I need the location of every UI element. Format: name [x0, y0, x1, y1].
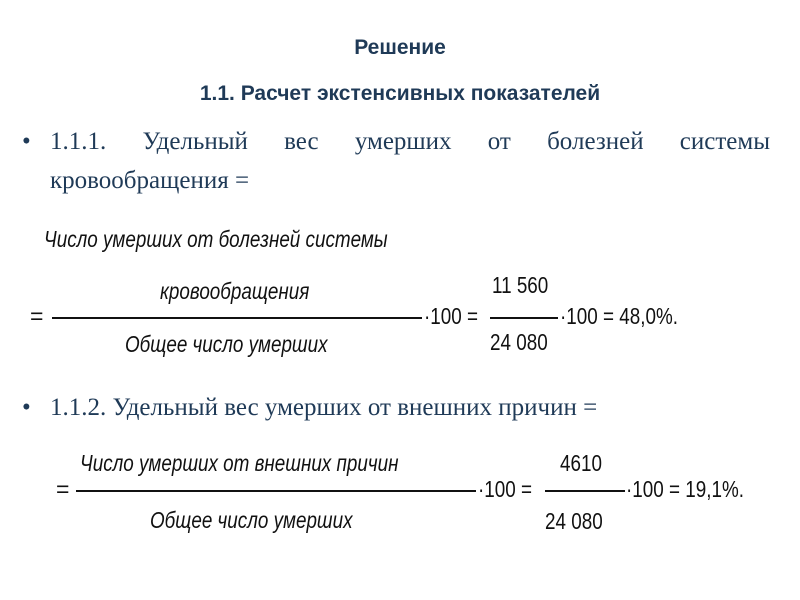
slide-subheading: 1.1. Расчет экстенсивных показателей [199, 82, 601, 105]
fraction-line [545, 490, 625, 492]
formula-equals: = [30, 303, 44, 329]
formula-denominator: Общее число умерших [150, 507, 353, 533]
formula-numerator-line2: кровообращения [160, 278, 310, 304]
bullet-label-line2: кровообращения = [50, 167, 250, 194]
slide-heading: Решение [354, 36, 446, 59]
bullet-dot: • [22, 128, 31, 155]
bullet-label-line1: 1.1.1. Удельный вес умерших от болезней системы [50, 128, 770, 155]
formula-times100: ·100 = [478, 476, 533, 502]
formula-result: ·100 = 19,1%. [626, 476, 744, 502]
formula-result: ·100 = 48,0%. [560, 303, 678, 329]
formula-times100: ·100 = [424, 303, 479, 329]
formula-den-value: 24 080 [545, 508, 603, 534]
bullet-dot: • [22, 394, 31, 421]
fraction-line [76, 490, 476, 492]
formula-equals: = [56, 476, 70, 502]
formula-denominator: Общее число умерших [125, 331, 328, 357]
formula-den-value: 24 080 [490, 329, 548, 355]
bullet-label: 1.1.2. Удельный вес умерших от внешних причин = [50, 394, 598, 421]
formula-num-value: 11 560 [492, 272, 549, 298]
formula-num-value: 4610 [560, 450, 602, 476]
formula-numerator-line1: Число умерших от болезней системы [44, 226, 388, 252]
formula-numerator: Число умерших от внешних причин [80, 450, 399, 476]
